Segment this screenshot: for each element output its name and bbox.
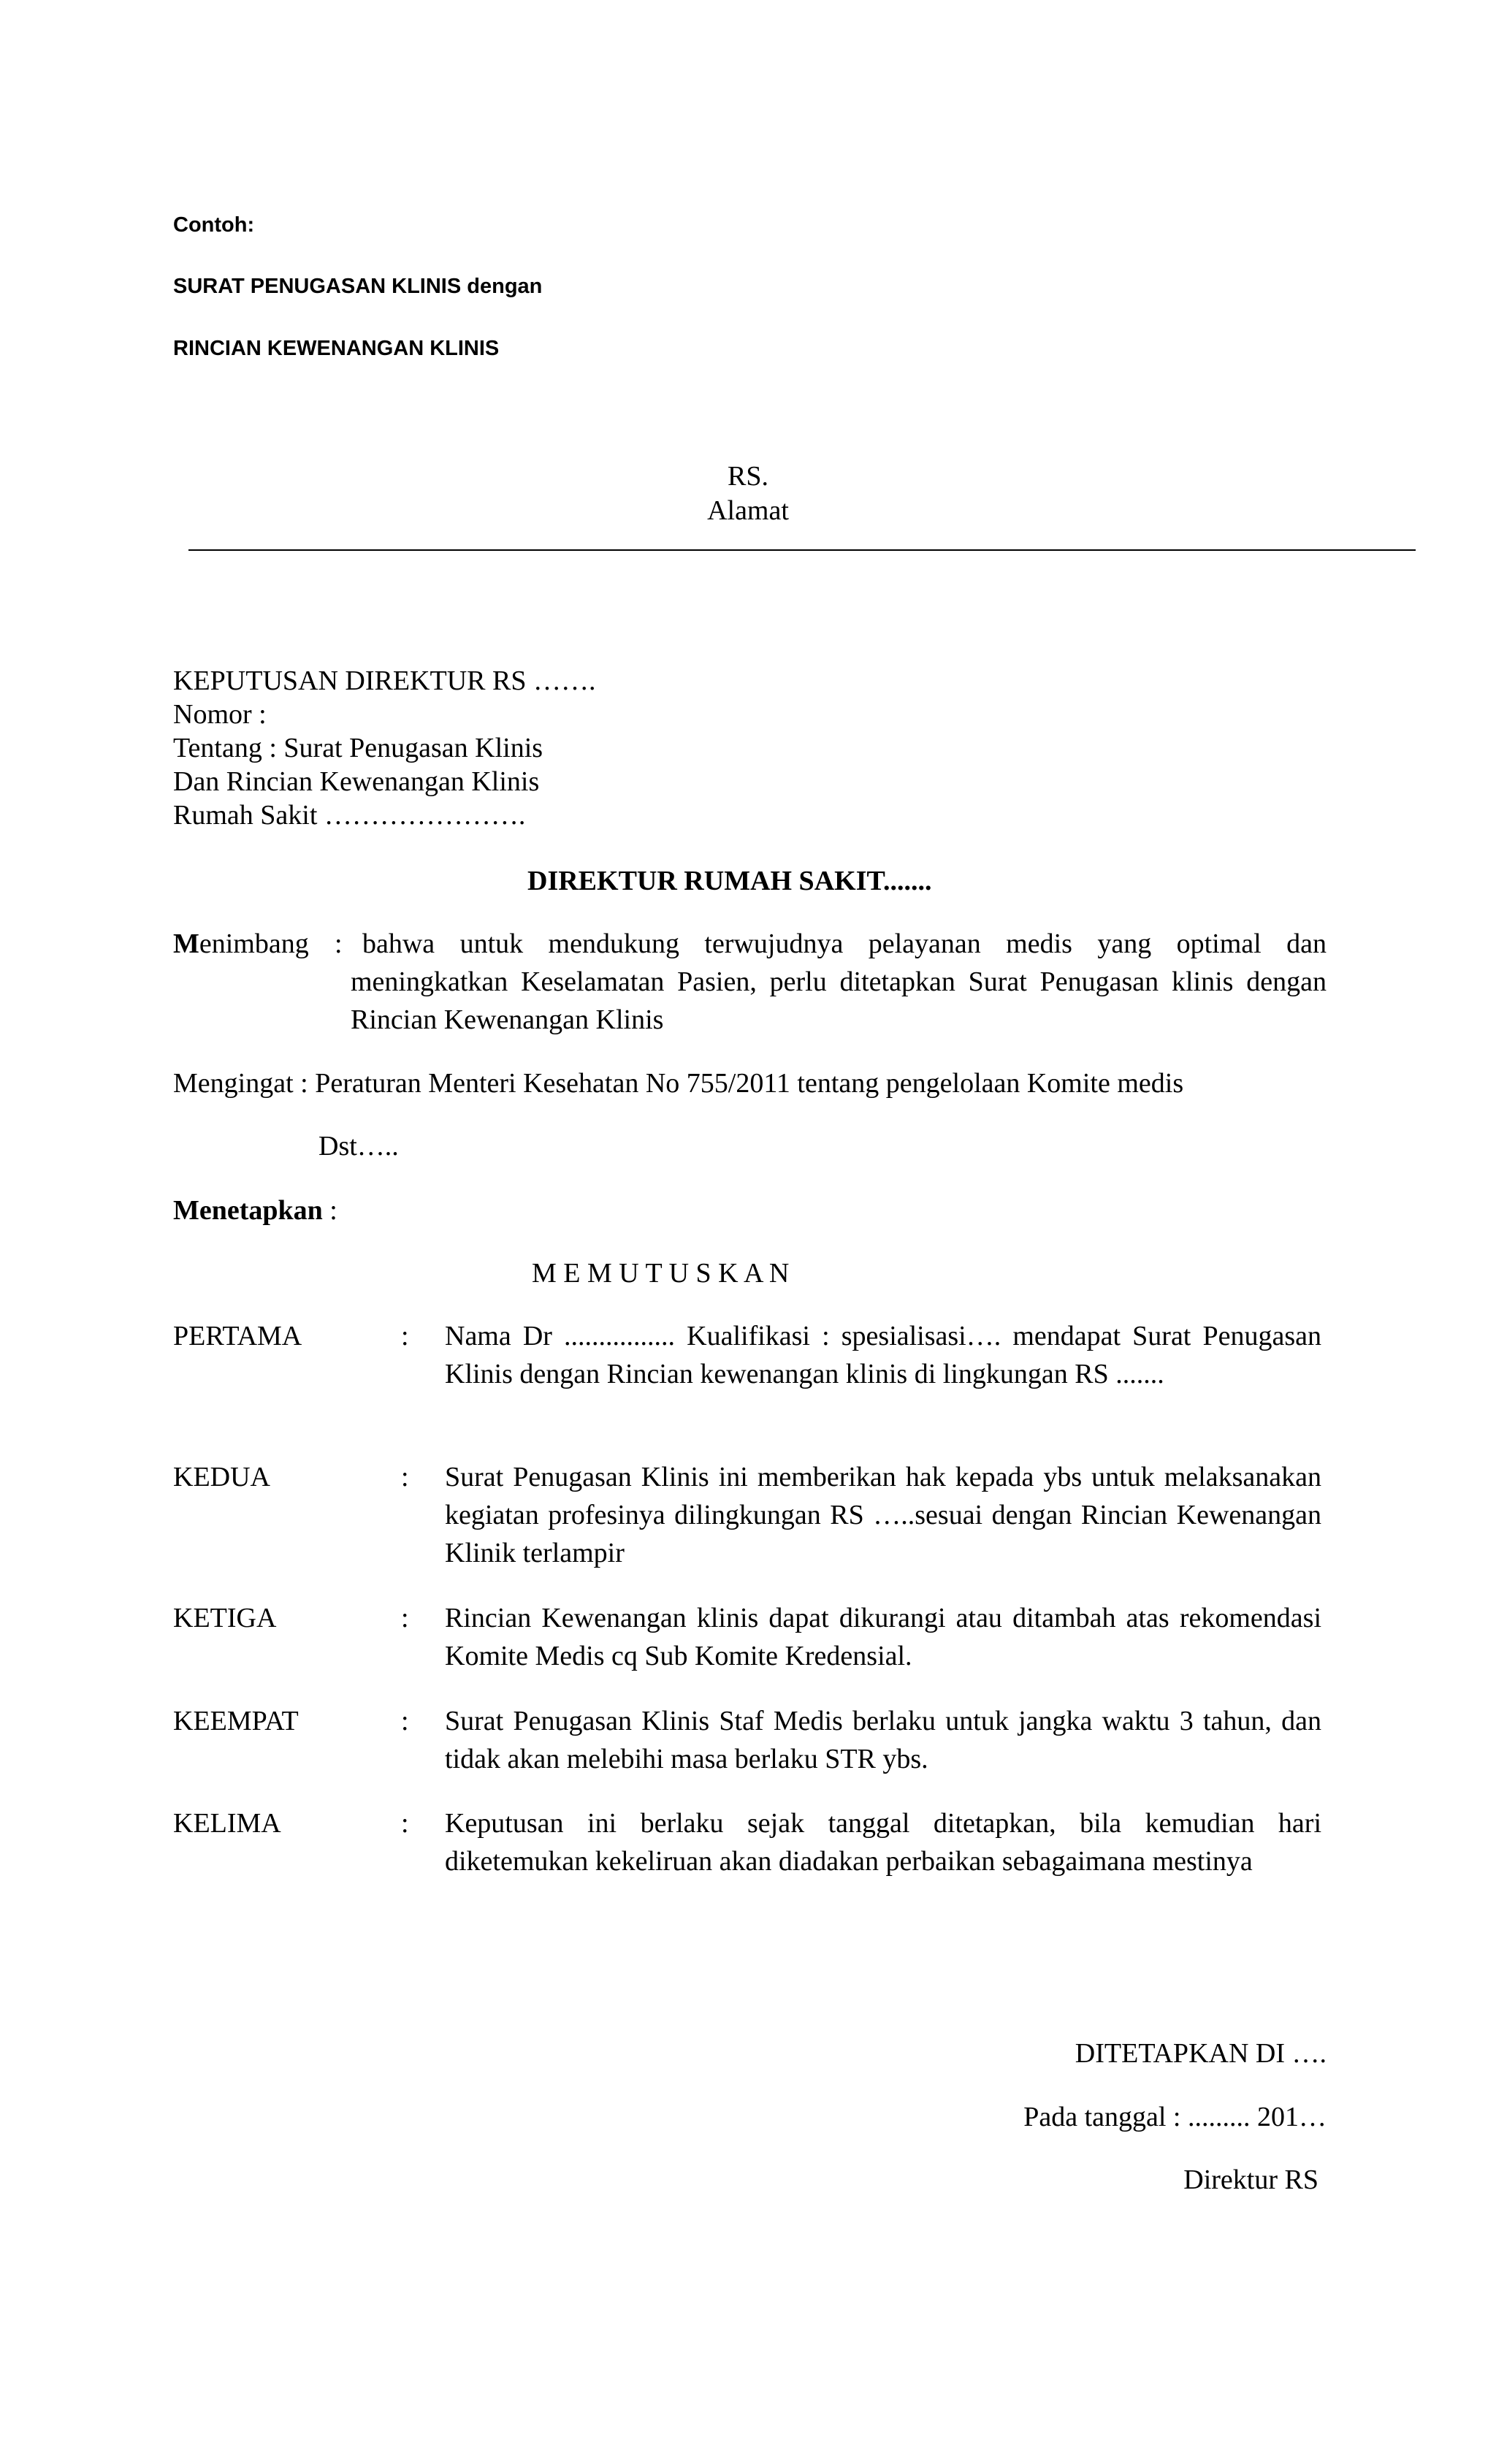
article-label: KELIMA	[173, 1808, 281, 1839]
article-label: KETIGA	[173, 1603, 277, 1633]
article-label: KEEMPAT	[173, 1706, 299, 1736]
header-title-line-1: SURAT PENUGASAN KLINIS dengan	[173, 275, 543, 298]
decree-heading	[173, 662, 595, 834]
recalling-etc: Dst…..	[318, 1131, 399, 1162]
article-colon: :	[401, 1808, 409, 1839]
article-text: Surat Penugasan Klinis ini memberikan hak kepada ybs untuk melaksanakan kegiatan profesinya dilingkungan RS …..sesuai dengan Rincian Kewenangan Klinik terlampir	[445, 1462, 1321, 1568]
issued-date: Pada tanggal : ......... 201…	[1023, 2102, 1327, 2132]
decree-number: Nomor :	[173, 699, 267, 730]
considering-colon: :	[335, 928, 343, 959]
article-text: Keputusan ini berlaku sejak tanggal ditetapkan, bila kemudian hari diketemukan kekeliruan akan diadakan perbaikan sebagaimana mestinya	[445, 1808, 1321, 1877]
article-label: PERTAMA	[173, 1321, 302, 1351]
letterhead-address: Alamat	[707, 495, 789, 526]
decree-hospital: Rumah Sakit ………………….	[173, 800, 526, 831]
letterhead-divider	[188, 549, 1416, 551]
article-colon: :	[401, 1462, 409, 1492]
recalling-line: Mengingat : Peraturan Menteri Kesehatan No 755/2011 tentang pengelolaan Komite medis	[173, 1068, 1184, 1099]
determining-label-text: Menetapkan	[173, 1195, 323, 1226]
article-colon: :	[401, 1603, 409, 1633]
considering-text-line-1: bahwa untuk mendukung terwujudnya pelayanan medis yang optimal dan	[362, 928, 1327, 959]
determining-label	[173, 1191, 337, 1229]
considering-label	[173, 925, 309, 963]
decree-subject-line-2: Dan Rincian Kewenangan Klinis	[173, 766, 540, 797]
decides-heading: M E M U T U S K A N	[532, 1258, 790, 1289]
header-title-line-2: RINCIAN KEWENANGAN KLINIS	[173, 337, 500, 360]
article-label: KEDUA	[173, 1462, 270, 1492]
example-label: Contoh:	[173, 213, 255, 237]
director-signature-title: Direktur RS	[1183, 2164, 1318, 2195]
considering-label-initial: M	[173, 928, 199, 959]
director-title: DIREKTUR RUMAH SAKIT.......	[527, 866, 932, 896]
determining-label-colon: :	[322, 1195, 337, 1226]
letterhead-rs: RS.	[728, 461, 768, 492]
considering-text-rest: meningkatkan Keselamatan Pasien, perlu ditetapkan Surat Penugasan klinis dengan Rincian Kewenangan Klinis	[351, 966, 1327, 1035]
considering-label-rest: enimbang	[199, 928, 309, 959]
article-colon: :	[401, 1706, 409, 1736]
decree-subject: Tentang : Surat Penugasan Klinis	[173, 733, 543, 763]
article-colon: :	[401, 1321, 409, 1351]
article-text: Rincian Kewenangan klinis dapat dikurangi atau ditambah atas rekomendasi Komite Medis cq Sub Komite Kredensial.	[445, 1603, 1321, 1671]
article-text: Surat Penugasan Klinis Staf Medis berlaku untuk jangka waktu 3 tahun, dan tidak akan melebihi masa berlaku STR ybs.	[445, 1706, 1321, 1774]
decree-line-1: KEPUTUSAN DIREKTUR RS …….	[173, 665, 596, 696]
article-text: Nama Dr ................ Kualifikasi : spesialisasi…. mendapat Surat Penugasan Klinis dengan Rincian kewenangan klinis di lingkungan RS .......	[445, 1321, 1321, 1389]
issued-at: DITETAPKAN DI ….	[1075, 2038, 1327, 2069]
